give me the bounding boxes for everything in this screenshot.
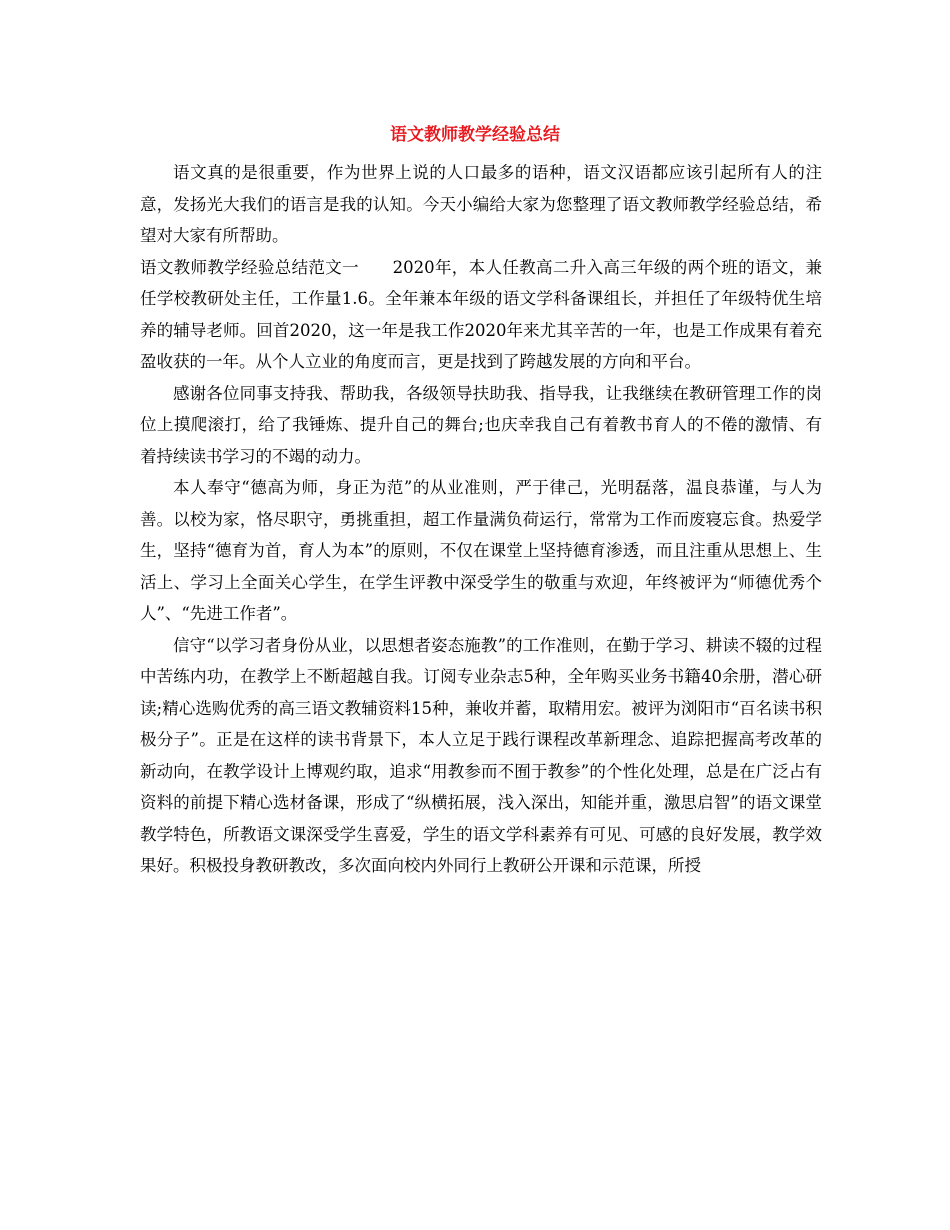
paragraph-sample-one: 语文教师教学经验总结范文一 2020年，本人任教高二升入高三年级的两个班的语文，兼任学校教研处主任，工作量1.6。全年兼本年级的语文学科备课组长，并担任了年级特优生培养的辅导老师。回首2020，这一年是我工作2020年来尤其辛苦的一年，也是工作成果有着充盈收获的一年。从个人立业的角度而言，更是找到了跨越发展的方向和平台。	[140, 257, 822, 371]
paragraph-learning: 信守“以学习者身份从业，以思想者姿态施教”的工作准则，在勤于学习、耕读不辍的过程中苦练内功，在教学上不断超越自我。订阅专业杂志5种，全年购买业务书籍40余册，潜心研读;精心选购优秀的高三语文教辅资料15种，兼收并蓄，取精用宏。被评为浏阳市“百名读书积极分子”。正是在这样的读书背景下，本人立足于践行课程改革新理念、追踪把握高考改革的新动向，在教学设计上博观约取，追求“用教参而不囿于教参”的个性化处理，总是在广泛占有资料的前提下精心选材备课，形成了“纵横拓展，浅入深出，知能并重，激思启智”的语文课堂教学特色，所教语文课深受学生喜爱，学生的语文学科素养有可见、可感的良好发展，教学效果好。积极投身教研教改，多次面向校内外同行上教研公开课和示范课，所授	[140, 635, 822, 875]
paragraph-ethics: 本人奉守“德高为师，身正为范”的从业准则，严于律己，光明磊落，温良恭谨，与人为善。以校为家，恪尽职守，勇挑重担，超工作量满负荷运行，常常为工作而废寝忘食。热爱学生，坚持“德育为首，育人为本”的原则，不仅在课堂上坚持德育渗透，而且注重从思想上、生活上、学习上全面关心学生，在学生评教中深受学生的敬重与欢迎，年终被评为“师德优秀个人”、“先进工作者”。	[140, 478, 822, 623]
document-body	[140, 157, 822, 882]
paragraph-intro: 语文真的是很重要，作为世界上说的人口最多的语种，语文汉语都应该引起所有人的注意，发扬光大我们的语言是我的认知。今天小编给大家为您整理了语文教师教学经验总结，希望对大家有所帮助。	[140, 163, 822, 245]
paragraph-thanks: 感谢各位同事支持我、帮助我，各级领导扶助我、指导我，让我继续在教研管理工作的岗位上摸爬滚打，给了我锤炼、提升自己的舞台;也庆幸我自己有着教书育人的不倦的激情、有着持续读书学习的不竭的动力。	[140, 383, 822, 466]
document-title: 语文教师教学经验总结	[390, 125, 560, 145]
